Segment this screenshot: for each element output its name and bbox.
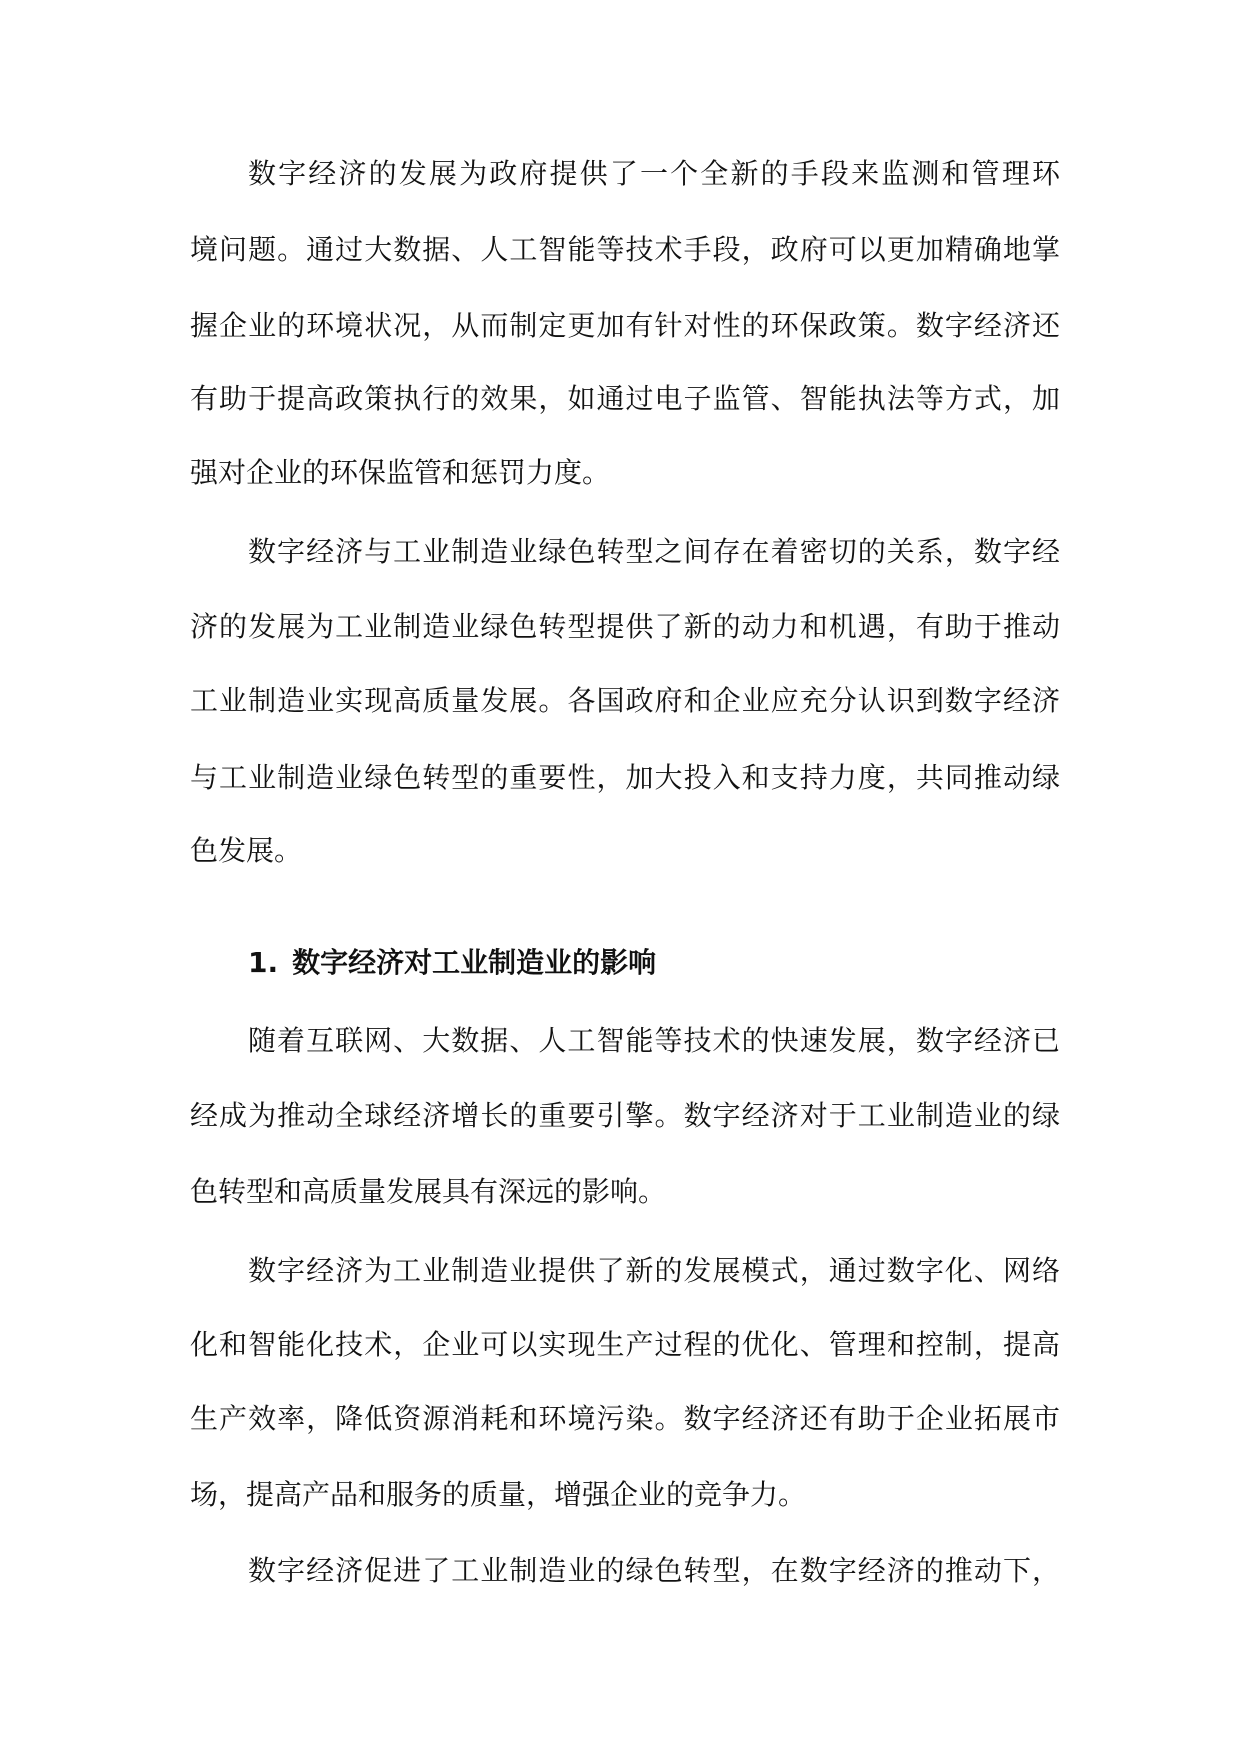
section-number: 1. bbox=[248, 946, 279, 979]
paragraph-line: 生产效率，降低资源消耗和环境污染。数字经济还有助于企业拓展市 bbox=[190, 1402, 1060, 1435]
paragraph-line: 强对企业的环保监管和惩罚力度。 bbox=[190, 456, 611, 489]
section-heading bbox=[248, 943, 656, 983]
paragraph-line: 数字经济为工业制造业提供了新的发展模式，通过数字化、网络 bbox=[248, 1254, 1060, 1287]
paragraph-line: 握企业的环境状况，从而制定更加有针对性的环保政策。数字经济还 bbox=[190, 309, 1060, 342]
paragraph-line: 随着互联网、大数据、人工智能等技术的快速发展，数字经济已 bbox=[248, 1024, 1060, 1057]
paragraph-line: 经成为推动全球经济增长的重要引擎。数字经济对于工业制造业的绿 bbox=[190, 1099, 1060, 1132]
paragraph-line: 化和智能化技术，企业可以实现生产过程的优化、管理和控制，提高 bbox=[190, 1328, 1060, 1361]
paragraph-line: 色转型和高质量发展具有深远的影响。 bbox=[190, 1175, 667, 1208]
paragraph-line: 与工业制造业绿色转型的重要性，加大投入和支持力度，共同推动绿 bbox=[190, 761, 1060, 794]
paragraph-line: 色发展。 bbox=[190, 834, 303, 867]
paragraph-line: 数字经济与工业制造业绿色转型之间存在着密切的关系，数字经 bbox=[248, 535, 1060, 568]
paragraph-line: 数字经济促进了工业制造业的绿色转型，在数字经济的推动下， bbox=[248, 1554, 1060, 1587]
paragraph-line: 工业制造业实现高质量发展。各国政府和企业应充分认识到数字经济 bbox=[190, 684, 1060, 717]
section-title: 数字经济对工业制造业的影响 bbox=[292, 946, 657, 979]
paragraph-line: 数字经济的发展为政府提供了一个全新的手段来监测和管理环 bbox=[248, 157, 1060, 190]
paragraph-line: 济的发展为工业制造业绿色转型提供了新的动力和机遇，有助于推动 bbox=[190, 610, 1060, 643]
paragraph-line: 场，提高产品和服务的质量，增强企业的竞争力。 bbox=[190, 1478, 807, 1511]
paragraph-line: 境问题。通过大数据、人工智能等技术手段，政府可以更加精确地掌 bbox=[190, 233, 1060, 266]
paragraph-line: 有助于提高政策执行的效果，如通过电子监管、智能执法等方式，加 bbox=[190, 382, 1060, 415]
